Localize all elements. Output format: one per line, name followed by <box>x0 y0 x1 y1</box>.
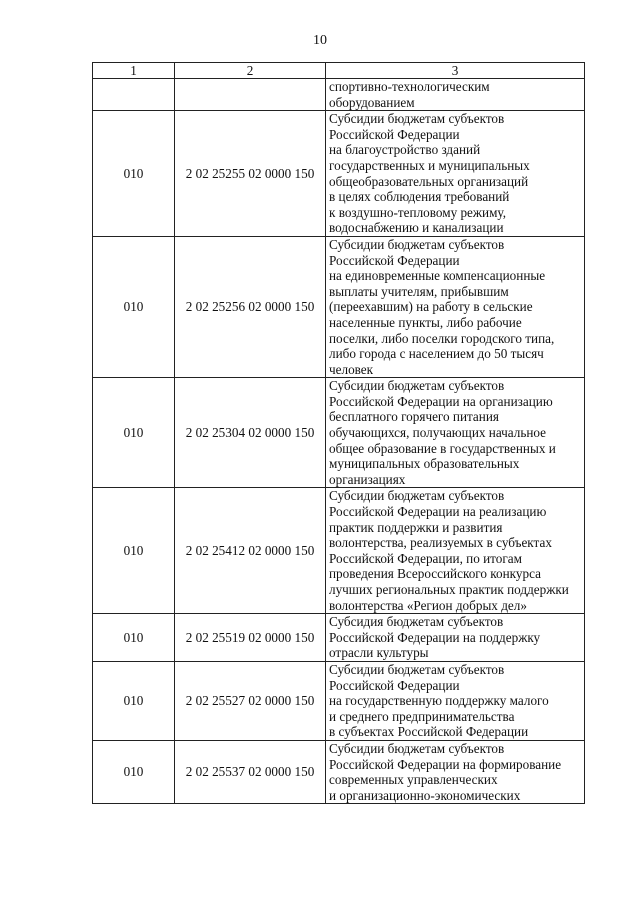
page-number: 10 <box>313 33 327 48</box>
budget-classification-code-cell: 2 02 25527 02 0000 150 <box>175 661 326 740</box>
description-line: и среднего предпринимательства <box>329 708 515 724</box>
column-header-3: 3 <box>326 63 585 79</box>
description-line: Российской Федерации на организацию <box>329 393 553 409</box>
description-line: Российской Федерации <box>329 677 460 693</box>
description-line: Российской Федерации <box>329 126 460 142</box>
income-description-cell <box>326 614 585 662</box>
description-line: поселки, либо поселки городского типа, <box>329 330 555 346</box>
income-description-cell <box>326 740 585 803</box>
budget-classification-code-cell: 2 02 25537 02 0000 150 <box>175 740 326 803</box>
description-line: Субсидии бюджетам субъектов <box>329 378 505 394</box>
budget-classification-code-cell: 2 02 25304 02 0000 150 <box>175 378 326 488</box>
description-line: общее образование в государственных и <box>329 440 556 456</box>
description-line: (переехавшим) на работу в сельские <box>329 299 533 315</box>
table-row <box>93 236 585 377</box>
description-line: населенные пункты, либо рабочие <box>329 314 522 330</box>
description-line: Субсидия бюджетам субъектов <box>329 614 504 630</box>
description-line: бесплатного горячего питания <box>329 409 499 425</box>
description-line: волонтерства «Регион добрых дел» <box>329 597 527 613</box>
description-line: Российской Федерации на формирование <box>329 756 562 772</box>
budget-classification-code-cell: 2 02 25255 02 0000 150 <box>175 111 326 237</box>
description-line: на благоустройство зданий <box>329 142 481 158</box>
description-line: выплаты учителям, прибывшим <box>329 283 509 299</box>
admin-code-cell: 010 <box>93 740 175 803</box>
budget-classification-code-cell: 2 02 25519 02 0000 150 <box>175 614 326 662</box>
budget-classification-code-cell <box>175 79 326 111</box>
table-header <box>93 63 585 79</box>
income-description-cell <box>326 236 585 377</box>
description-line: волонтерства, реализуемых в субъектах <box>329 535 552 551</box>
income-description-cell <box>326 111 585 237</box>
admin-code-cell: 010 <box>93 661 175 740</box>
budget-classification-code-cell: 2 02 25412 02 0000 150 <box>175 488 326 614</box>
income-description-cell <box>326 79 585 111</box>
table-row <box>93 740 585 803</box>
description-line: в субъектах Российской Федерации <box>329 724 529 740</box>
description-line: Российской Федерации <box>329 252 460 268</box>
description-line: к воздушно-тепловому режиму, <box>329 204 506 220</box>
description-line: обучающихся, получающих начальное <box>329 425 547 441</box>
column-header-2: 2 <box>175 63 326 79</box>
description-line: в целях соблюдения требований <box>329 189 510 205</box>
description-line: Субсидии бюджетам субъектов <box>329 740 505 756</box>
description-line: либо города с населением до 50 тысяч <box>329 346 544 362</box>
description-line: оборудованием <box>329 94 415 110</box>
income-description-cell <box>326 661 585 740</box>
admin-code-cell: 010 <box>93 614 175 662</box>
description-line: Российской Федерации на поддержку <box>329 629 541 645</box>
admin-code-cell: 010 <box>93 488 175 614</box>
table-row <box>93 661 585 740</box>
description-line: спортивно-технологическим <box>329 79 490 94</box>
description-line: Субсидии бюджетам субъектов <box>329 111 505 127</box>
description-line: Российской Федерации, по итогам <box>329 550 522 566</box>
description-line: государственных и муниципальных <box>329 157 530 173</box>
description-line: водоснабжению и канализации <box>329 220 504 236</box>
table-row <box>93 614 585 662</box>
description-line: на государственную поддержку малого <box>329 693 549 709</box>
description-line: проведения Всероссийского конкурса <box>329 566 541 582</box>
description-line: лучших региональных практик поддержки <box>329 582 569 597</box>
header-row <box>93 63 585 79</box>
description-line: современных управленческих <box>329 772 498 788</box>
table-row <box>93 79 585 111</box>
income-description-cell <box>326 488 585 614</box>
admin-code-cell: 010 <box>93 378 175 488</box>
description-line: Субсидии бюджетам субъектов <box>329 236 505 252</box>
budget-table <box>92 62 585 804</box>
admin-code-cell: 010 <box>93 236 175 377</box>
column-header-1: 1 <box>93 63 175 79</box>
income-description-cell <box>326 378 585 488</box>
description-line: Субсидии бюджетам субъектов <box>329 661 505 677</box>
description-line: практик поддержки и развития <box>329 519 503 535</box>
description-line: человек <box>329 361 374 377</box>
table-row <box>93 378 585 488</box>
admin-code-cell <box>93 79 175 111</box>
budget-classification-code-cell: 2 02 25256 02 0000 150 <box>175 236 326 377</box>
description-line: муниципальных образовательных <box>329 456 520 472</box>
admin-code-cell: 010 <box>93 111 175 237</box>
table-body <box>93 79 585 804</box>
description-line: отрасли культуры <box>329 645 429 661</box>
description-line: общеобразовательных организаций <box>329 173 529 189</box>
description-line: на единовременные компенсационные <box>329 268 546 284</box>
description-line: организациях <box>329 471 406 487</box>
table-row <box>93 488 585 614</box>
table-row <box>93 111 585 237</box>
description-line: Субсидии бюджетам субъектов <box>329 488 505 504</box>
description-line: и организационно-экономических <box>329 787 521 803</box>
description-line: Российской Федерации на реализацию <box>329 504 547 520</box>
